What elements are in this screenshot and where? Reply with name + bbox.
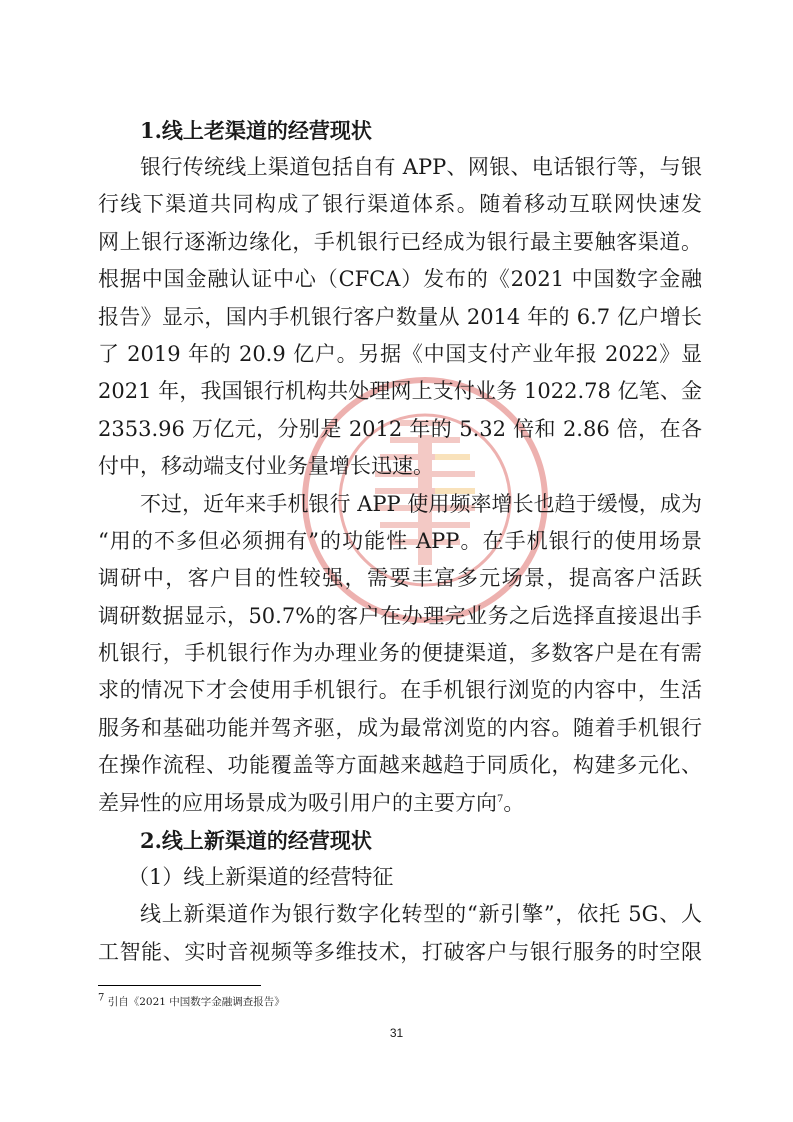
footnote-mark: 7 [98, 992, 105, 1004]
text-line: 不过，近年来手机银行 APP 使用频率增长也趋于缓慢，成为 [140, 491, 702, 516]
section-heading-2: 2.线上新渠道的经营现状 [140, 828, 372, 854]
text-line: 机银行，手机银行作为办理业务的便捷渠道，多数客户是在有需 [98, 641, 702, 666]
text-line: 调研中，客户目的性较强，需要丰富多元场景，提高客户活跃 [98, 566, 702, 591]
text-line: 了 2019 年的 20.9 亿户。另据《中国支付产业年报 2022》显 [98, 341, 702, 366]
paragraph-3 [98, 896, 702, 971]
text-line: 求的情况下才会使用手机银行。在手机银行浏览的内容中，生活 [98, 678, 702, 703]
text-line: 银行传统线上渠道包括自有 APP、网银、电话银行等，与银 [140, 155, 702, 179]
subsection-heading: （1）线上新渠道的经营特征 [128, 865, 394, 890]
text-line: “用的不多但必须拥有”的功能性 APP。在手机银行的使用场景 [98, 528, 702, 553]
paragraph-2 [98, 486, 702, 823]
text-line: 报告》显示，国内手机银行客户数量从 2014 年的 6.7 亿户增长 [98, 304, 702, 329]
text-line: 2353.96 万亿元，分别是 2012 年的 5.32 倍和 2.86 倍，在各 [98, 416, 702, 441]
text-line: 根据中国金融认证中心（CFCA）发布的《2021 中国数字金融 [98, 267, 702, 292]
footnote-text: 引自《2021 中国数字金融调查报告》 [104, 996, 285, 1008]
footnote-reference[interactable]: 7 [497, 793, 504, 805]
footnote-divider [98, 985, 261, 986]
text-line: 线上新渠道作为银行数字化转型的“新引擎”，依托 5G、人 [140, 902, 702, 927]
text-line: 在操作流程、功能覆盖等方面越来越趋于同质化，构建多元化、 [98, 753, 702, 778]
text-line: 调研数据显示，50.7%的客户在办理完业务之后选择直接退出手 [98, 603, 702, 628]
text-line: 2021 年，我国银行机构共处理网上支付业务 1022.78 亿笔、金 [98, 379, 702, 404]
section-heading-1: 1.线上老渠道的经营现状 [140, 118, 372, 143]
text-line: 网上银行逐渐边缘化，手机银行已经成为银行最主要触客渠道。 [98, 229, 702, 254]
text-line [98, 785, 702, 822]
page-number: 31 [389, 1026, 404, 1040]
text-span: 。 [503, 790, 525, 815]
paragraph-1 [98, 149, 702, 486]
footnote [98, 994, 285, 1009]
text-line: 服务和基础功能并驾齐驱，成为最常浏览的内容。随着手机银行 [98, 715, 702, 740]
text-span: 差异性的应用场景成为吸引用户的主要方向 [98, 790, 497, 815]
text-line: 付中，移动端支付业务量增长迅速。 [98, 454, 434, 479]
text-line: 工智能、实时音视频等多维技术，打破客户与银行服务的时空限 [98, 939, 702, 964]
text-line: 行线下渠道共同构成了银行渠道体系。随着移动互联网快速发 [98, 192, 702, 217]
